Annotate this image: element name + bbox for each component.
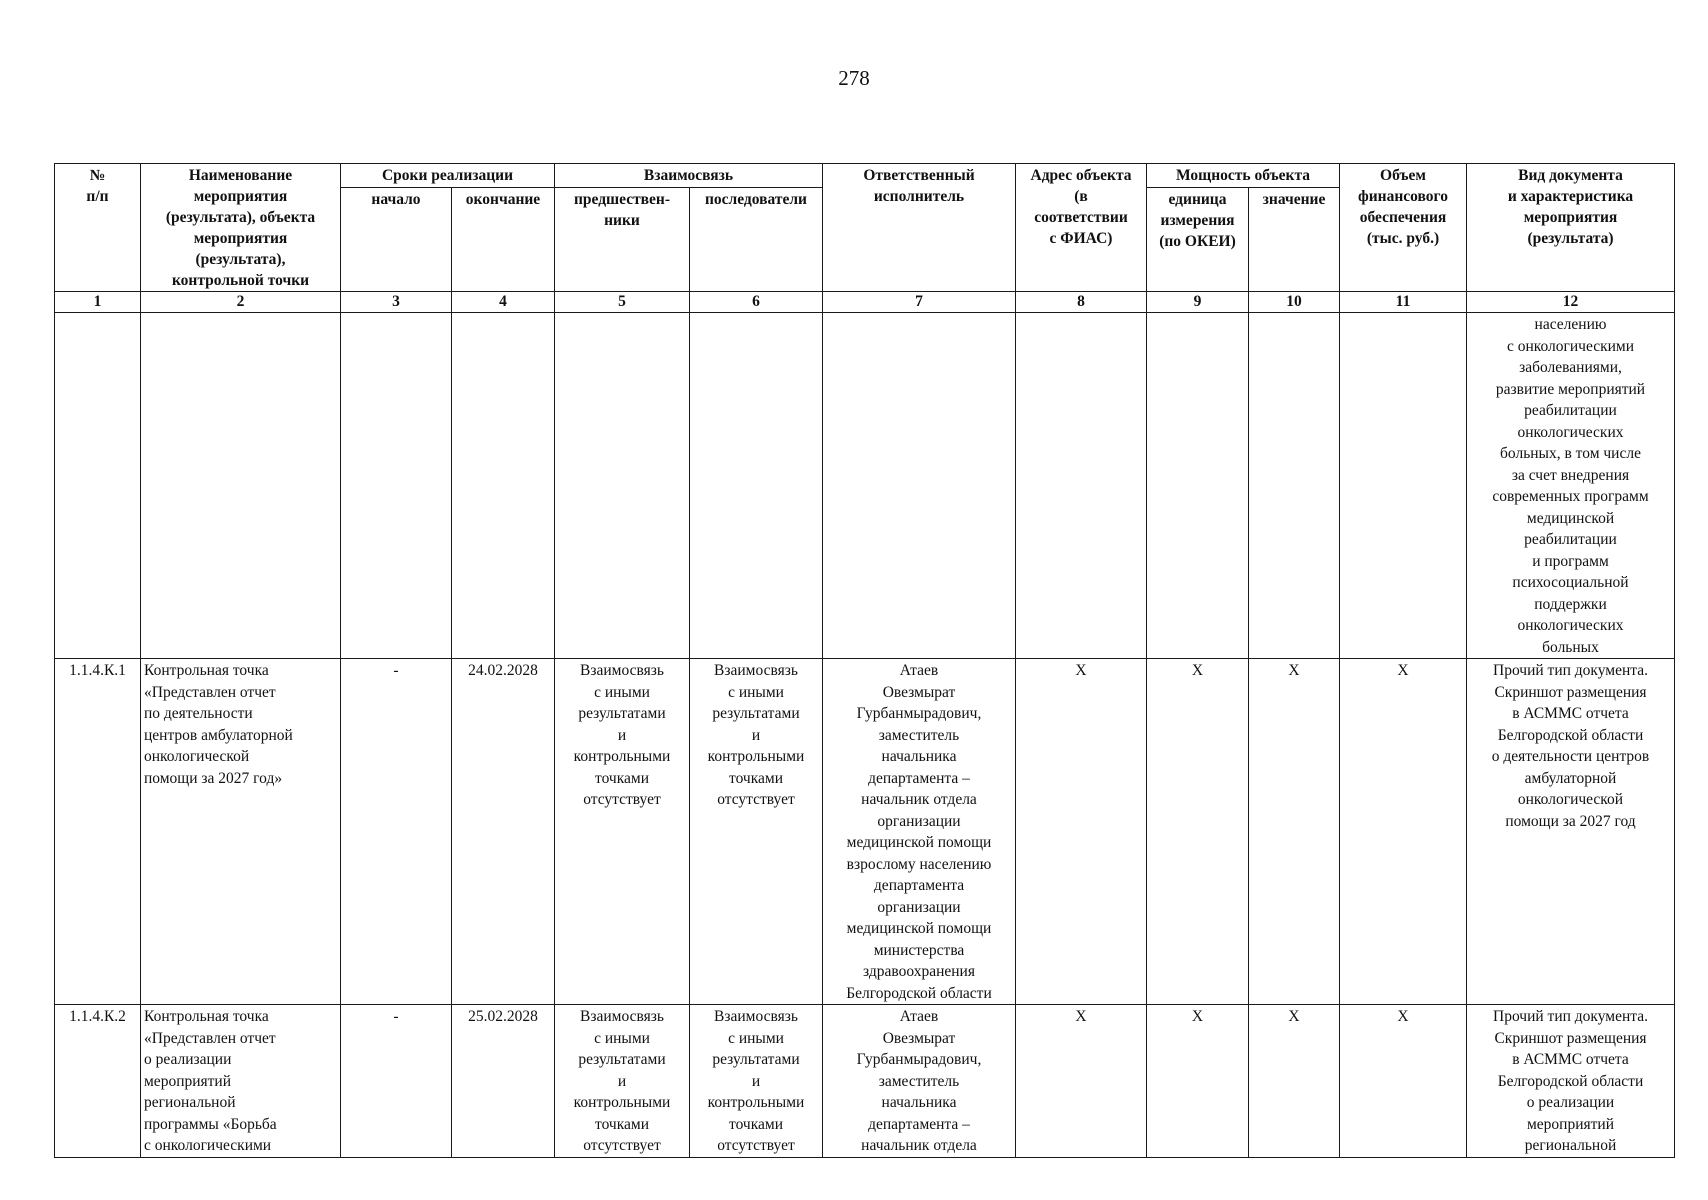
header-doc-type-line: (результата) [1527,230,1614,247]
cell-finance: Х [1340,1005,1467,1158]
successors-line: отсутствует [717,791,795,808]
header-finance-line: (тыс. руб.) [1366,230,1440,247]
responsible-line: министерства [873,941,965,959]
name-line: «Представлен отчет [144,1029,276,1047]
header-start: начало [341,188,452,292]
responsible-line: начальника [881,748,957,765]
header-finance-line: Объем [1380,167,1426,184]
cell-responsible [823,313,1016,659]
header-address-line: (в [1074,188,1088,205]
column-number: 6 [690,292,823,313]
responsible-line: медицинской помощи [846,920,992,937]
header-name-line: мероприятия [193,188,288,205]
name-line: Контрольная точка [144,662,269,679]
header-predecessors-line: ники [604,212,640,230]
name-line: центров амбулаторной [144,726,293,744]
cell-successors [690,1005,823,1158]
doc-line: Прочий тип документа. [1493,662,1648,679]
cell-successors [690,659,823,1005]
responsible-line: Гурбанмырадович, [856,1051,982,1068]
header-unit-line: единица [1168,191,1227,209]
predecessors-line: точками [595,769,649,787]
doc-line: амбулаторной [1524,769,1617,787]
table-row [55,313,1675,659]
doc-line: больных [1542,638,1599,656]
table-body [55,313,1675,1158]
header-number [55,164,141,292]
responsible-line: Атаев [899,662,939,679]
cell-name [141,1005,341,1158]
successors-line: результатами [712,705,800,722]
cell-value: Х [1249,659,1340,1005]
column-number: 10 [1249,292,1340,313]
column-number: 8 [1016,292,1147,313]
doc-line: медицинской [1526,509,1615,527]
cell-name [141,659,341,1005]
header-unit-line: (по ОКЕИ) [1159,233,1236,251]
cell-start: - [341,1005,452,1158]
doc-line: о реализации [1526,1094,1615,1111]
table-row [55,659,1675,1005]
cell-number [55,313,141,659]
responsible-line: департамента – [868,769,970,787]
responsible-line: Гурбанмырадович, [856,705,982,722]
predecessors-line: Взаимосвязь [580,662,664,679]
header-name-line: мероприятия [193,230,288,247]
cell-finance: Х [1340,659,1467,1005]
responsible-line: начальник отдела [861,791,977,808]
name-line: о реализации [144,1051,232,1068]
responsible-line: Атаев [899,1008,939,1025]
cell-name [141,313,341,659]
header-doc-type-line: и характеристика [1507,188,1634,205]
name-line: онкологической [144,748,250,765]
header-doc-type [1467,164,1675,292]
doc-line: региональной [1524,1137,1617,1154]
name-line: помощи за 2027 год» [144,769,283,787]
header-name [141,164,341,292]
column-number: 1 [55,292,141,313]
predecessors-line: контрольными [573,1094,671,1111]
responsible-line: организации [877,812,961,830]
responsible-line: заместитель [878,1072,960,1090]
column-number: 3 [341,292,452,313]
name-line: региональной [144,1094,236,1111]
predecessors-line: результатами [578,1051,666,1068]
cell-unit: Х [1147,1005,1249,1158]
column-number: 5 [555,292,690,313]
doc-line: заболеваниями, [1519,359,1622,376]
header-number-line: № [89,167,106,184]
header-value: значение [1249,188,1340,292]
doc-line: с онкологическими [1506,337,1635,355]
header-doc-type-line: мероприятия [1523,209,1618,226]
doc-line: за счет внедрения [1511,466,1630,484]
doc-line: развитие мероприятий [1495,380,1646,398]
header-finance-line: обеспечения [1359,209,1447,226]
header-name-line: (результата), объекта [165,209,316,226]
successors-line: с иными [728,1029,784,1047]
column-number: 9 [1147,292,1249,313]
doc-line: психосоциальной [1512,574,1629,591]
successors-line: Взаимосвязь [714,1008,798,1025]
cell-successors [690,313,823,659]
cell-end: 25.02.2028 [452,1005,555,1158]
name-line: Контрольная точка [144,1008,269,1025]
header-predecessors [555,188,690,292]
doc-line: Скриншот размещения [1494,1029,1647,1047]
doc-line: онкологических [1517,423,1624,441]
header-address-line: соответствии [1034,209,1128,226]
cell-doc [1467,659,1675,1005]
header-capacity-group: Мощность объекта [1147,164,1340,188]
header-responsible [823,164,1016,292]
cell-start: - [341,659,452,1005]
doc-line: в АСММС отчета [1512,705,1629,722]
predecessors-line: результатами [578,705,666,722]
header-unit-line: измерения [1160,212,1235,230]
cell-number: 1.1.4.К.2 [55,1005,141,1158]
header-address [1016,164,1147,292]
column-number: 12 [1467,292,1675,313]
name-line: по деятельности [144,705,253,722]
responsible-line: департамента – [868,1115,970,1133]
doc-line: помощи за 2027 год [1505,812,1636,830]
header-name-line: Наименование [188,167,293,184]
cell-unit: Х [1147,659,1249,1005]
cell-doc [1467,313,1675,659]
cell-doc [1467,1005,1675,1158]
column-number-row [55,292,1675,313]
cell-predecessors [555,313,690,659]
name-line: мероприятий [144,1072,232,1090]
doc-line: онкологической [1517,791,1624,808]
header-address-line: с ФИАС) [1049,230,1113,247]
doc-line: о деятельности центров [1491,748,1650,765]
responsible-line: взрослому населению [846,855,992,873]
successors-line: точками [729,769,783,787]
name-line: «Представлен отчет [144,683,276,701]
doc-line: Скриншот размещения [1494,683,1647,701]
doc-line: Белгородской области [1497,1072,1644,1090]
header-name-line: (результата), [195,251,286,268]
successors-line: результатами [712,1051,800,1068]
header-responsible-line: Ответственный [863,167,975,184]
successors-line: контрольными [707,748,805,765]
responsible-line: начальник отдела [861,1137,977,1154]
predecessors-line: с иными [594,683,650,701]
responsible-line: организации [877,898,961,916]
header-relation-group: Взаимосвязь [555,164,823,188]
cell-predecessors [555,1005,690,1158]
doc-line: Прочий тип документа. [1493,1008,1648,1025]
header-name-line: контрольной точки [171,272,310,289]
doc-line: реабилитации [1524,531,1617,548]
cell-responsible [823,659,1016,1005]
doc-line: мероприятий [1526,1115,1615,1133]
cell-address: Х [1016,1005,1147,1158]
successors-line: и [751,726,761,744]
doc-line: в АСММС отчета [1512,1051,1629,1068]
cell-end: 24.02.2028 [452,659,555,1005]
header-responsible-line: исполнитель [873,188,965,205]
header-unit [1147,188,1249,292]
table-row [55,1005,1675,1158]
doc-line: поддержки [1534,595,1607,613]
cell-value: Х [1249,1005,1340,1158]
responsible-line: Белгородской области [846,984,992,1002]
responsible-line: департамента [873,877,965,894]
name-line: программы «Борьба [144,1115,277,1133]
column-number: 2 [141,292,341,313]
column-number: 7 [823,292,1016,313]
successors-line: Взаимосвязь [714,662,798,679]
header-successors: последователи [690,188,823,292]
header-address-line: Адрес объекта [1030,167,1132,184]
cell-number: 1.1.4.К.1 [55,659,141,1005]
header-number-line: п/п [86,188,109,205]
successors-line: и [751,1072,761,1090]
successors-line: контрольными [707,1094,805,1111]
cell-responsible [823,1005,1016,1158]
page-number: 278 [838,66,870,90]
responsible-line: медицинской помощи [846,834,992,851]
header-finance-line: финансового [1358,188,1448,205]
predecessors-line: с иными [594,1029,650,1047]
cell-unit [1147,313,1249,659]
cell-address: Х [1016,659,1147,1005]
activities-table [54,163,1675,1158]
successors-line: с иными [728,683,784,701]
cell-start [341,313,452,659]
predecessors-line: и [617,1072,627,1090]
cell-value [1249,313,1340,659]
doc-line: больных, в том числе [1500,445,1641,462]
predecessors-line: и [617,726,627,744]
header-terms-group: Сроки реализации [341,164,555,188]
table-header [55,164,1675,313]
cell-address [1016,313,1147,659]
successors-line: точками [729,1115,783,1133]
responsible-line: Овезмырат [882,683,956,701]
header-finance [1340,164,1467,292]
name-line: с онкологическими [144,1137,272,1154]
cell-finance [1340,313,1467,659]
responsible-line: заместитель [878,726,960,744]
header-predecessors-line: предшествен- [573,191,671,209]
responsible-line: здравоохранения [863,963,975,980]
header-doc-type-line: Вид документа [1518,167,1623,184]
doc-line: и программ [1532,552,1609,570]
predecessors-line: Взаимосвязь [580,1008,664,1025]
doc-line: онкологических [1517,617,1624,634]
responsible-line: Овезмырат [882,1029,956,1047]
doc-line: реабилитации [1524,402,1617,419]
cell-end [452,313,555,659]
column-number: 11 [1340,292,1467,313]
header-end: окончание [452,188,555,292]
doc-line: населению [1534,316,1607,333]
predecessors-line: отсутствует [583,791,661,808]
cell-predecessors [555,659,690,1005]
predecessors-line: контрольными [573,748,671,765]
doc-line: Белгородской области [1497,726,1644,744]
doc-line: современных программ [1492,488,1649,505]
column-number: 4 [452,292,555,313]
predecessors-line: отсутствует [583,1137,661,1154]
successors-line: отсутствует [717,1137,795,1154]
responsible-line: начальника [881,1094,957,1111]
predecessors-line: точками [595,1115,649,1133]
